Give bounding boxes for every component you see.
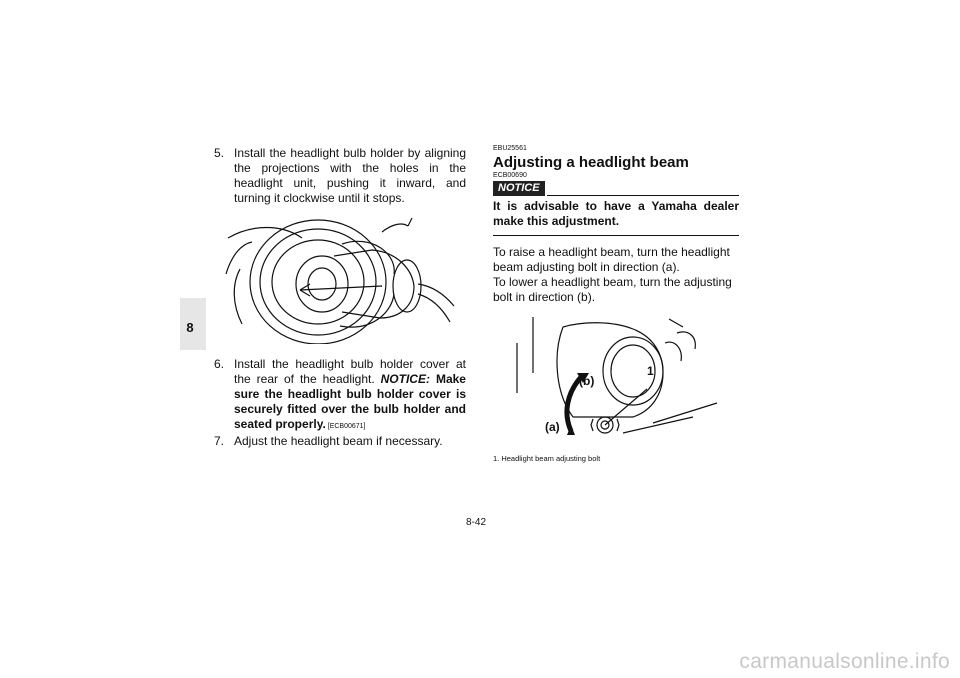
step-7-text: Adjust the headlight beam if necessary.	[234, 434, 443, 448]
section-code: EBU25561	[493, 145, 527, 152]
step-7	[214, 434, 466, 449]
step-6	[214, 357, 466, 434]
watermark: carmanualsonline.info	[739, 650, 950, 673]
section-tab-label: 8	[186, 320, 194, 335]
figure-label-one: 1	[647, 364, 654, 378]
section-tab	[180, 298, 206, 350]
notice-header	[493, 181, 739, 196]
step-6-notice-text: Make sure the headlight bulb holder cover is securely fitted over the bulb holder and seated properly.	[234, 372, 466, 431]
step-5	[214, 146, 466, 206]
headlight-adjusting-illustration	[493, 313, 719, 443]
step-6-code: [ECB00671]	[325, 423, 366, 430]
lower-beam-paragraph: To lower a headlight beam, turn the adjusting bolt in direction (b).	[493, 275, 732, 304]
step-6-text: Install the headlight bulb holder cover at the rear of the headlight.	[234, 357, 466, 386]
step-5-text: Install the headlight bulb holder by aligning the projections with the holes in the headlight unit, pushing it inward, and turning it clockwise until it stops.	[234, 146, 466, 205]
step-6-number: 6.	[214, 357, 225, 371]
step-7-number: 7.	[214, 434, 225, 448]
step-6-notice-label: NOTICE:	[380, 372, 430, 386]
bulb-holder-illustration	[222, 214, 458, 344]
figure-label-a: (a)	[545, 420, 560, 434]
left-column	[214, 146, 466, 449]
notice-badge: NOTICE	[493, 181, 545, 196]
step-5-number: 5.	[214, 146, 225, 160]
right-column	[493, 144, 739, 463]
figure-caption: 1. Headlight beam adjusting bolt	[493, 454, 601, 463]
figure-label-b: (b)	[579, 374, 595, 388]
page-number: 8-42	[466, 517, 487, 528]
notice-rule	[547, 195, 739, 196]
raise-beam-paragraph: To raise a headlight beam, turn the headlight beam adjusting bolt in direction (a).	[493, 245, 730, 274]
notice-code: ECB00690	[493, 172, 527, 179]
section-title: Adjusting a headlight beam	[493, 154, 689, 171]
notice-text: It is advisable to have a Yamaha dealer make this adjustment.	[493, 196, 739, 236]
